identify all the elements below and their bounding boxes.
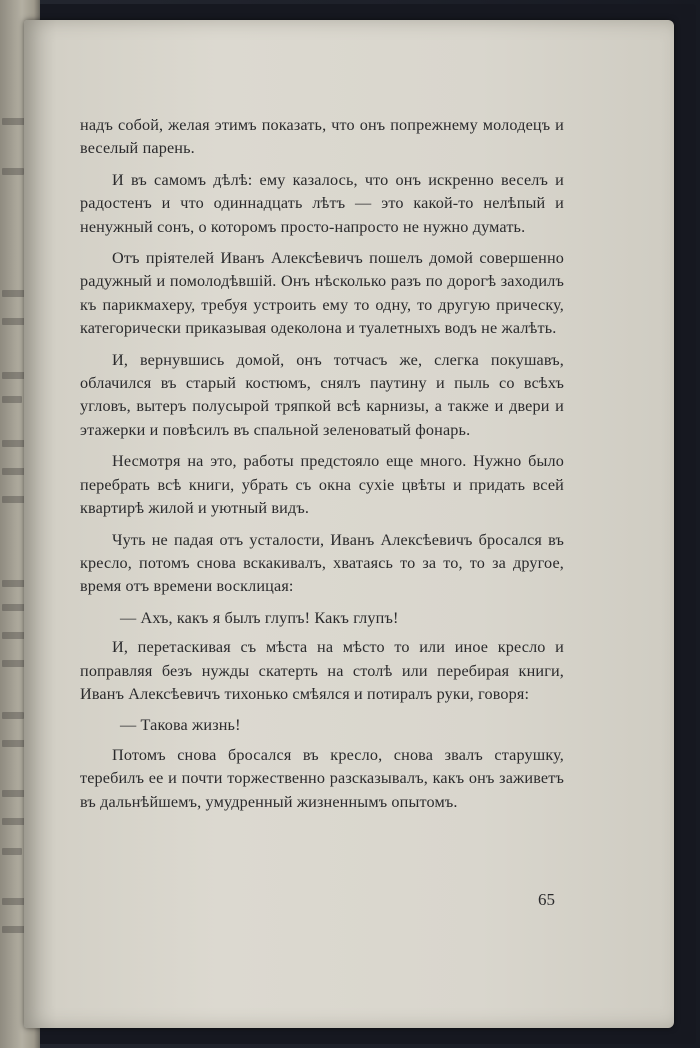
paragraph: надъ собой, желая этимъ показать, что онъ попрежнему молодецъ и веселый парень.: [80, 116, 564, 158]
dialogue-line: — Такова жизнь!: [120, 716, 241, 735]
book-page: [24, 20, 674, 1028]
paragraph: И, вернувшись домой, онъ тотчасъ же, слегка покушавъ, облачился въ старый костюмъ, снялъ паутину и пыль со всѣхъ угловъ, вытеръ полусырой тряпкой всѣ карнизы, а также и двери и этажерки и повѣсилъ въ спальной зеленоватый фонарь.: [80, 350, 564, 439]
paragraph: И, перетаскивая съ мѣста на мѣсто то или иное кресло и поправляя безъ нужды скатерть на столѣ или перебирая книги, Иванъ Алексѣевичъ тихонько смѣялся и потиралъ руки, говоря:: [80, 638, 564, 703]
dialogue-line: — Ахъ, какъ я былъ глупъ! Какъ глупъ!: [120, 608, 399, 627]
paragraph: Отъ пріятелей Иванъ Алексѣевичъ пошелъ домой совершенно радужный и помолодѣвшій. Онъ нѣсколько разъ по дорогѣ заходилъ къ парикмахеру, требуя устроить ему то одну, то другую прическу, категорически приказывая одеколона и туалетныхъ водъ не жалѣть.: [80, 249, 564, 338]
page-text: [80, 114, 564, 822]
page-number: 65: [538, 890, 555, 909]
paragraph: Несмотря на это, работы предстояло еще много. Нужно было перебрать всѣ книги, убрать съ окна сухіе цвѣты и придать всей квартирѣ жилой и уютный видъ.: [80, 452, 564, 518]
paragraph: Чуть не падая отъ усталости, Иванъ Алексѣевичъ бросался въ кресло, потомъ снова вскакивалъ, хватаясь то за то, то за другое, время отъ времени восклицая:: [80, 530, 564, 596]
paragraph: Потомъ снова бросался въ кресло, снова звалъ старушку, теребилъ ее и почти торжественно разсказывалъ, какъ онъ заживетъ въ дальнѣйшемъ, умудренный жизненнымъ опытомъ.: [80, 745, 564, 811]
paragraph: И въ самомъ дѣлѣ: ему казалось, что онъ искренно веселъ и радостенъ и что одиннадцать лѣтъ — это какой-то нелѣпый и ненужный сонъ, о которомъ просто-напросто не нужно думать.: [80, 170, 564, 236]
